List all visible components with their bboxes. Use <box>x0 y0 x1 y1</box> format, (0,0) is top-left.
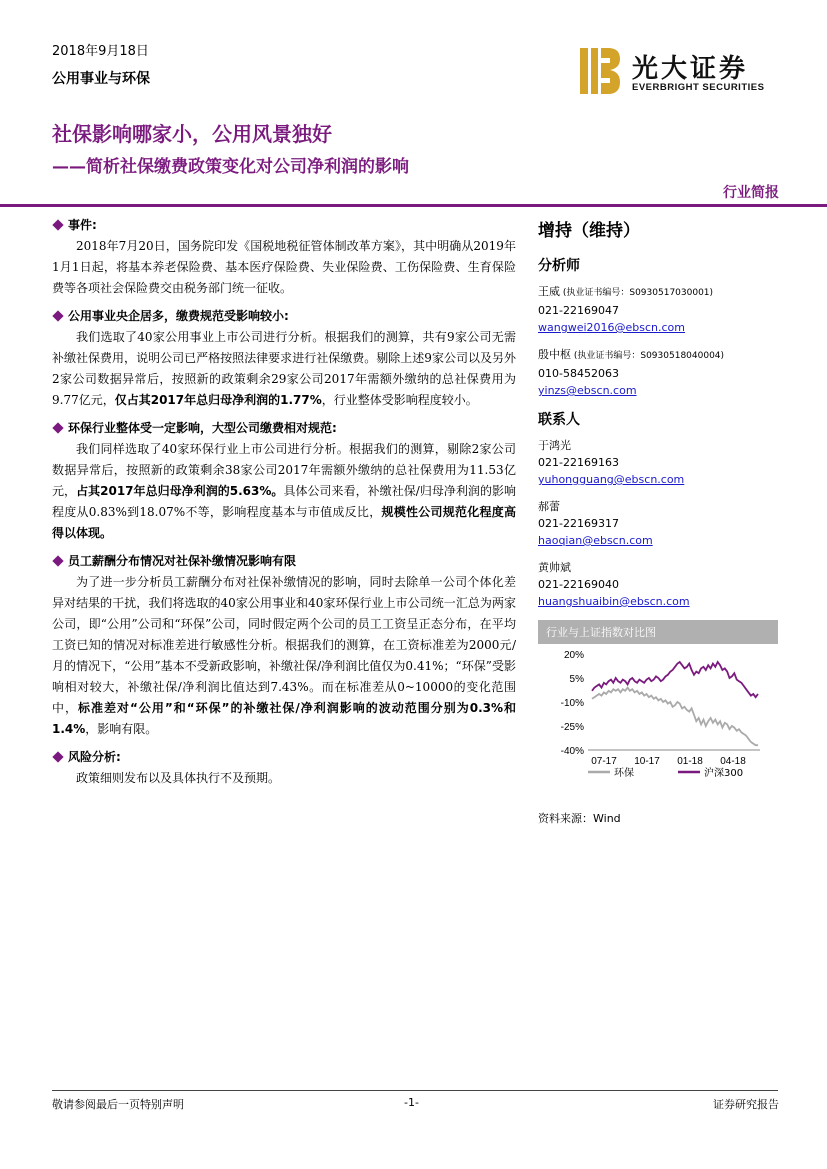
body-paragraph <box>52 236 516 299</box>
person-phone: 010-58452063 <box>538 367 619 380</box>
section-heading-text: 环保行业整体受一定影响，大型公司缴费相对规范: <box>68 421 337 435</box>
section-heading <box>52 419 516 436</box>
person-email-link[interactable]: yuhongguang@ebscn.com <box>538 473 685 486</box>
person-email-link[interactable]: yinzs@ebscn.com <box>538 384 637 397</box>
header-divider <box>0 204 827 207</box>
x-tick-label: 01-18 <box>677 756 703 767</box>
footer-disclaimer: 敬请参阅最后一页特别声明 <box>52 1098 184 1111</box>
body-text: 具体公司来看，补缴社保/归母净利润的影响程度从0.83%到18.07%不等，影响程度基本与市值成反比， <box>52 484 517 519</box>
logo-text-cn: 光大证券 <box>632 54 749 84</box>
sector-label: 公用事业与环保 <box>52 71 150 87</box>
footer-divider <box>52 1090 778 1091</box>
contact-entry <box>538 498 778 549</box>
section-heading-text: 员工薪酬分布情况对社保补缴情况影响有限 <box>68 554 297 568</box>
diamond-bullet-icon <box>52 219 63 230</box>
emphasis-text: 仅占其2017年总归母净利润的1.77% <box>114 393 322 407</box>
section-heading <box>52 307 516 324</box>
report-title: 社保影响哪家小，公用风景独好 <box>52 122 332 146</box>
report-type: 行业简报 <box>723 185 779 201</box>
contact-heading: 联系人 <box>538 412 580 428</box>
x-tick-label: 10-17 <box>634 756 660 767</box>
body-paragraph <box>52 768 516 789</box>
body-text: 2018年7月20日，国务院印发《国税地税征管体制改革方案》，其中明确从2019年1月1日起，将基本养老保险费、基本医疗保险费、失业保险费、工伤保险费、生育保险费等各项社会保险费交由税务部门统一征收。 <box>52 239 516 295</box>
legend-label: 环保 <box>614 768 634 779</box>
diamond-bullet-icon <box>52 310 63 321</box>
main-content <box>52 216 516 797</box>
person-name: 殷中枢 <box>538 348 571 361</box>
body-paragraph <box>52 439 516 544</box>
emphasis-text: 规模性公司规范化程度高得以体现。 <box>52 505 516 540</box>
section-heading <box>52 552 516 569</box>
analyst-entry <box>538 346 778 399</box>
person-name: 于鸿光 <box>538 439 571 452</box>
person-email-link[interactable]: haoqian@ebscn.com <box>538 534 653 547</box>
report-subtitle: ——简析社保缴费政策变化对公司净利润的影响 <box>52 157 409 177</box>
body-text: 政策细则发布以及具体执行不及预期。 <box>76 771 281 785</box>
series-line-sector <box>592 688 758 746</box>
chart-svg <box>538 644 778 804</box>
person-cert: (执业证书编号：S0930517030001) <box>560 288 714 298</box>
person-name: 王威 <box>538 285 560 298</box>
legend-label: 沪深300 <box>704 768 744 779</box>
person-name: 郝蕾 <box>538 500 560 513</box>
comparison-chart <box>538 620 778 826</box>
analyst-entry <box>538 283 778 336</box>
person-email-link[interactable]: wangwei2016@ebscn.com <box>538 321 685 334</box>
section-heading-text: 风险分析: <box>68 750 121 764</box>
diamond-bullet-icon <box>52 422 63 433</box>
section-heading <box>52 748 516 765</box>
section-heading-text: 公用事业央企居多，缴费规范受影响较小: <box>68 309 289 323</box>
person-email-link[interactable]: huangshuaibin@ebscn.com <box>538 595 690 608</box>
emphasis-text: 标准差对“公用”和“环保”的补缴社保/净利润影响的波动范围分别为0.3%和1.4% <box>52 701 516 736</box>
person-phone: 021-22169040 <box>538 578 619 591</box>
contact-entry <box>538 559 778 610</box>
y-tick-label: -25% <box>560 722 584 733</box>
sidebar <box>538 216 778 826</box>
contact-entry <box>538 437 778 488</box>
x-tick-label: 07-17 <box>591 756 617 767</box>
body-text: 为了进一步分析员工薪酬分布对社保补缴情况的影响，同时去除单一公司个体化差异对结果的干扰，我们将选取的40家公用事业和40家环保行业上市公司统一汇总为两家公司，即“公用”公司和“环保”公司，同时假定两个公司的员工工资呈正态分布，在平均工资已知的情况对标准差进行敏感性分析。根据我们的测算，在工资标准差为2000元/月的情况下，“公用”基本不受新政影响，补缴社保/净利润比值仅为0.41%；“环保”受影响相对较大，补缴社保/净利润比值达到7.43%。而在标准差从0~10000的变化范围中， <box>52 575 516 715</box>
emphasis-text: 占其2017年总归母净利润的5.63%。 <box>76 484 284 498</box>
person-phone: 021-22169163 <box>538 456 619 469</box>
chart-title: 行业与上证指数对比图 <box>538 620 778 644</box>
person-cert: (执业证书编号：S0930518040004) <box>571 351 725 361</box>
body-text: ，影响有限。 <box>85 722 158 736</box>
company-logo <box>580 48 780 98</box>
body-paragraph <box>52 572 516 740</box>
logo-mark-icon <box>580 48 620 94</box>
rating: 增持（维持） <box>538 221 640 241</box>
person-phone: 021-22169317 <box>538 517 619 530</box>
logo-text-en: EVERBRIGHT SECURITIES <box>632 82 765 93</box>
y-tick-label: 5% <box>569 674 584 685</box>
person-phone: 021-22169047 <box>538 304 619 317</box>
diamond-bullet-icon <box>52 555 63 566</box>
diamond-bullet-icon <box>52 751 63 762</box>
analyst-heading: 分析师 <box>538 258 580 274</box>
chart-source: 资料来源：Wind <box>538 812 621 825</box>
page-number: -1- <box>404 1096 419 1109</box>
report-date: 2018年9月18日 <box>52 44 149 59</box>
footer-label: 证券研究报告 <box>713 1098 779 1111</box>
contact-list <box>538 437 778 610</box>
y-tick-label: 20% <box>563 650 584 661</box>
body-text: ，行业整体受影响程度较小。 <box>321 393 478 407</box>
y-tick-label: -10% <box>560 698 584 709</box>
body-text: 我们选取了40家公用事业上市公司进行分析。根据我们的测算，共有9家公司无需补缴社保费用，说明公司已严格按照法律要求进行社保缴费。剔除上述9家公司以及另外2家公司数据异常后，按照新的政策剩余29家公司2017年需额外缴纳的总社保费用为9.77亿元， <box>52 330 516 407</box>
x-tick-label: 04-18 <box>720 756 746 767</box>
section-heading <box>52 216 516 233</box>
body-text: 我们同样选取了40家环保行业上市公司进行分析。根据我们的测算，剔除2家公司数据异常后，按照新的政策剩余38家公司2017年需额外缴纳的总社保费用为11.53亿元， <box>52 442 516 498</box>
body-paragraph <box>52 327 516 411</box>
section-heading-text: 事件: <box>68 218 97 232</box>
y-tick-label: -40% <box>560 746 584 757</box>
analyst-list <box>538 283 778 399</box>
series-line-index <box>592 662 758 697</box>
person-name: 黄帅斌 <box>538 561 571 574</box>
